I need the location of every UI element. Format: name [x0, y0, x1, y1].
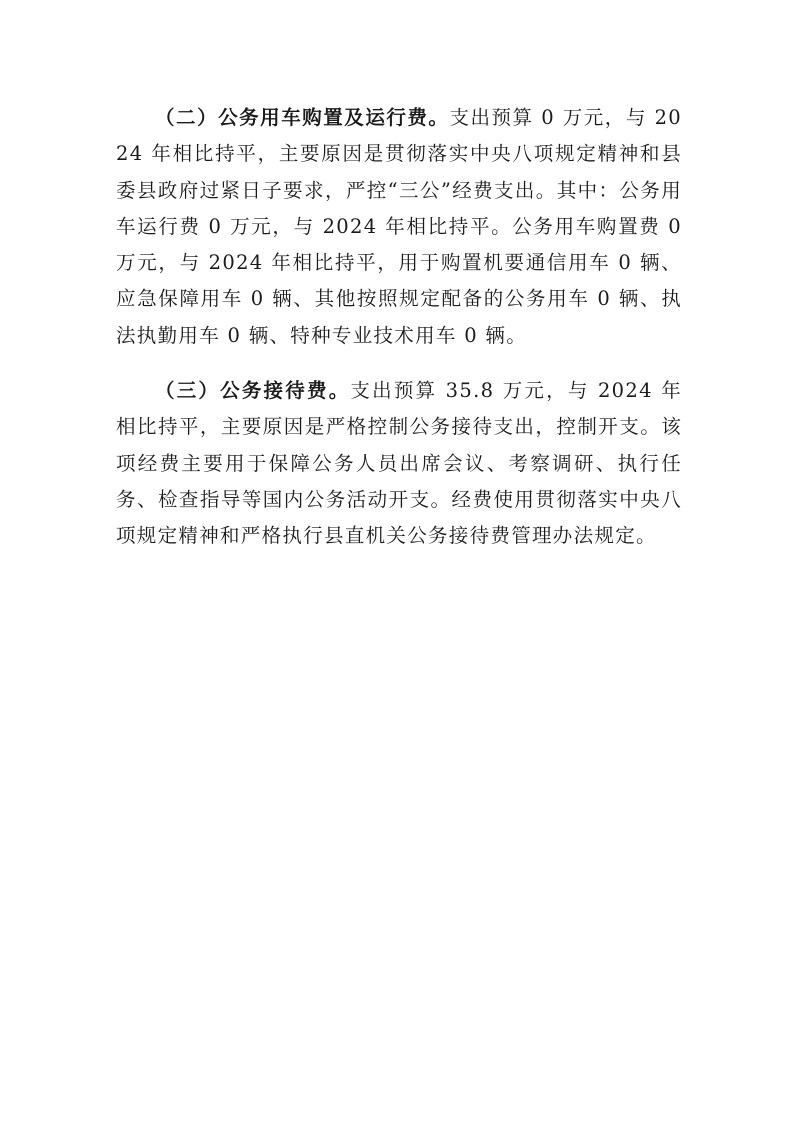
section-body: 支出预算 35.8 万元，与 2024 年相比持平，主要原因是严格控制公务接待支出，控制开支。该项经费主要用于保障公务人员出席会议、考察调研、执行任务、检查指导等国内公务活动开支。经费使用贯彻落实中央八项规定精神和严格执行县直机关公务接待费管理办法规定。	[116, 379, 683, 548]
section-body: 支出预算 0 万元，与 2024 年相比持平，主要原因是贯彻落实中央八项规定精神和县委县政府过紧日子要求，严控“三公”经费支出。其中：公务用车运行费 0 万元，与 2024 年相比持平。公务用车购置费 0 万元，与 2024 年相比持平，用于购置机要通信用车 0 辆、应急保障用车 0 辆、其他按照规定配备的公务用车 0 辆、执法执勤用车 0 辆、特种专业技术用车 0 辆。	[116, 106, 682, 347]
section-vehicle-expenses	[116, 100, 682, 354]
section-heading: （三）公务接待费。	[155, 379, 351, 402]
section-reception-expenses	[116, 373, 682, 554]
section-heading: （二）公务用车购置及运行费。	[155, 106, 450, 129]
